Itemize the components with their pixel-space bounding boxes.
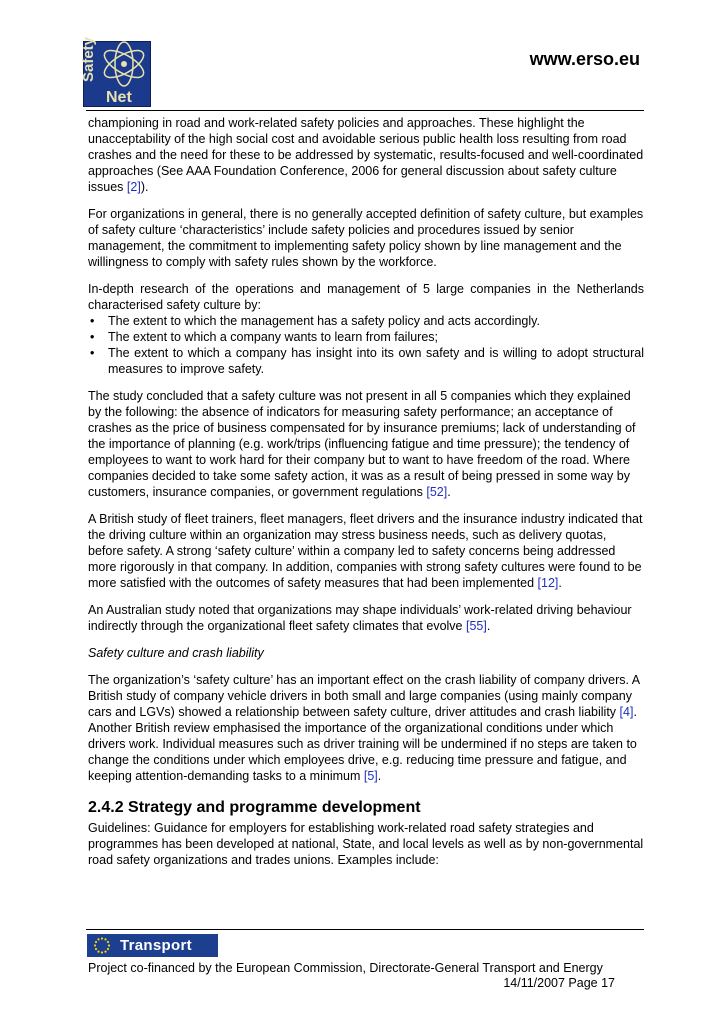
paragraph-study-conclusion: The study concluded that a safety culture was not present in all 5 companies which they explained by the following: the absence of indicators for measuring safety performance; an acceptance of crashes as the price of business compensated for by insurance premiums; lack of understanding of the importance of planning (e.g. work/trips (influencing fatigue and time pressure); the tendency of employees to want to work hard for their company but to want to have freedom of the road. Where companies decided to take some safety action, it was as a result of being pressed in some way by customers, insurance companies, or government regulations [52]. (88, 389, 636, 499)
paragraph-crash-liability: The organization’s ‘safety culture’ has an important effect on the crash liability of company drivers. A British study of company vehicle drivers in both small and large companies (using mainly company cars and LGVs) showed a relationship between safety culture, driver attitudes and crash liability [4]. Another British review emphasised the importance of the organizational conditions under which drivers work. Individual measures such as driver training will be undermined if no steps are taken to change the conditions under which employees drive, e.g. reducing time pressure and fatigue, and keeping attention-demanding tasks to a minimum [5]. (88, 673, 640, 783)
paragraph-guidelines: Guidelines: Guidance for employers for establishing work-related road safety strategies and programmes has been developed at national, State, and local levels as well as by non-governmental road safety organizations and trades unions. Examples include: (88, 821, 644, 867)
citation-link[interactable]: [5] (363, 769, 378, 783)
svg-text:Safety: Safety (80, 36, 97, 82)
footer-divider (86, 929, 644, 930)
transport-logo-label: Transport (120, 937, 192, 954)
footer-date-page: 14/11/2007 Page 17 (503, 976, 615, 990)
citation-link[interactable]: [4] (619, 705, 634, 719)
citation-link[interactable]: [52] (426, 485, 448, 499)
list-item: • The extent to which a company wants to learn from failures; (88, 329, 644, 345)
transport-logo (87, 934, 218, 957)
paragraph-netherlands-research: In-depth research of the operations and management of 5 large companies in the Netherlands characterised safety culture by: (88, 282, 644, 312)
svg-text:Net: Net (106, 89, 132, 106)
paragraph-safety-culture-approaches: championing in road and work-related safety policies and approaches. These highlight the unacceptability of the high social cost and avoidable serious public health loss resulting from road crashes and the need for these to be addressed by systematic, results-focused and well-coordinated approaches (See AAA Foundation Conference, 2006 for general discussion about safety culture issues [2]). (88, 116, 644, 194)
bullet-list (88, 313, 644, 377)
paragraph-australian-study: An Australian study noted that organizations may shape individuals’ work-related driving behaviour indirectly through the organizational fleet safety climates that evolve [55]. (88, 603, 632, 633)
paragraph-british-fleet-study: A British study of fleet trainers, fleet managers, fleet drivers and the insurance industry indicated that the driving culture within an organization may stress business needs, such as delivery quotas, before safety. A strong ‘safety culture’ within a company led to safety concerns being addressed more rigorously in that company. In addition, companies with strong safety cultures were found to be more satisfied with the outcomes of safety measures that had been implemented [12]. (88, 512, 643, 590)
list-item: • The extent to which a company has insight into its own safety and is willing to adopt structural measures to improve safety. (88, 345, 644, 377)
citation-link[interactable]: [12] (537, 576, 559, 590)
header-divider (86, 110, 644, 111)
document-body (88, 115, 644, 879)
subheading-crash-liability: Safety culture and crash liability (88, 646, 264, 660)
citation-link[interactable]: [2] (126, 180, 141, 194)
eu-flag-icon (90, 936, 114, 955)
section-heading: 2.4.2 Strategy and programme development (88, 799, 421, 816)
safetynet-logo (80, 36, 151, 107)
list-item: • The extent to which the management has a safety policy and acts accordingly. (88, 313, 644, 329)
paragraph-definition: For organizations in general, there is no generally accepted definition of safety culture, but examples of safety culture ‘characteristics’ include safety policies and procedures issued by senior management, the commitment to implementing safety policy shown by line management and the willingness to comply with safety rules shown by the workforce. (88, 207, 644, 269)
citation-link[interactable]: [55] (466, 619, 487, 633)
footer-cofinance-note: Project co-financed by the European Commission, Directorate-General Transport and Energy (88, 961, 603, 975)
safetynet-logo-graphic (80, 36, 150, 106)
site-url[interactable]: www.erso.eu (529, 49, 640, 69)
